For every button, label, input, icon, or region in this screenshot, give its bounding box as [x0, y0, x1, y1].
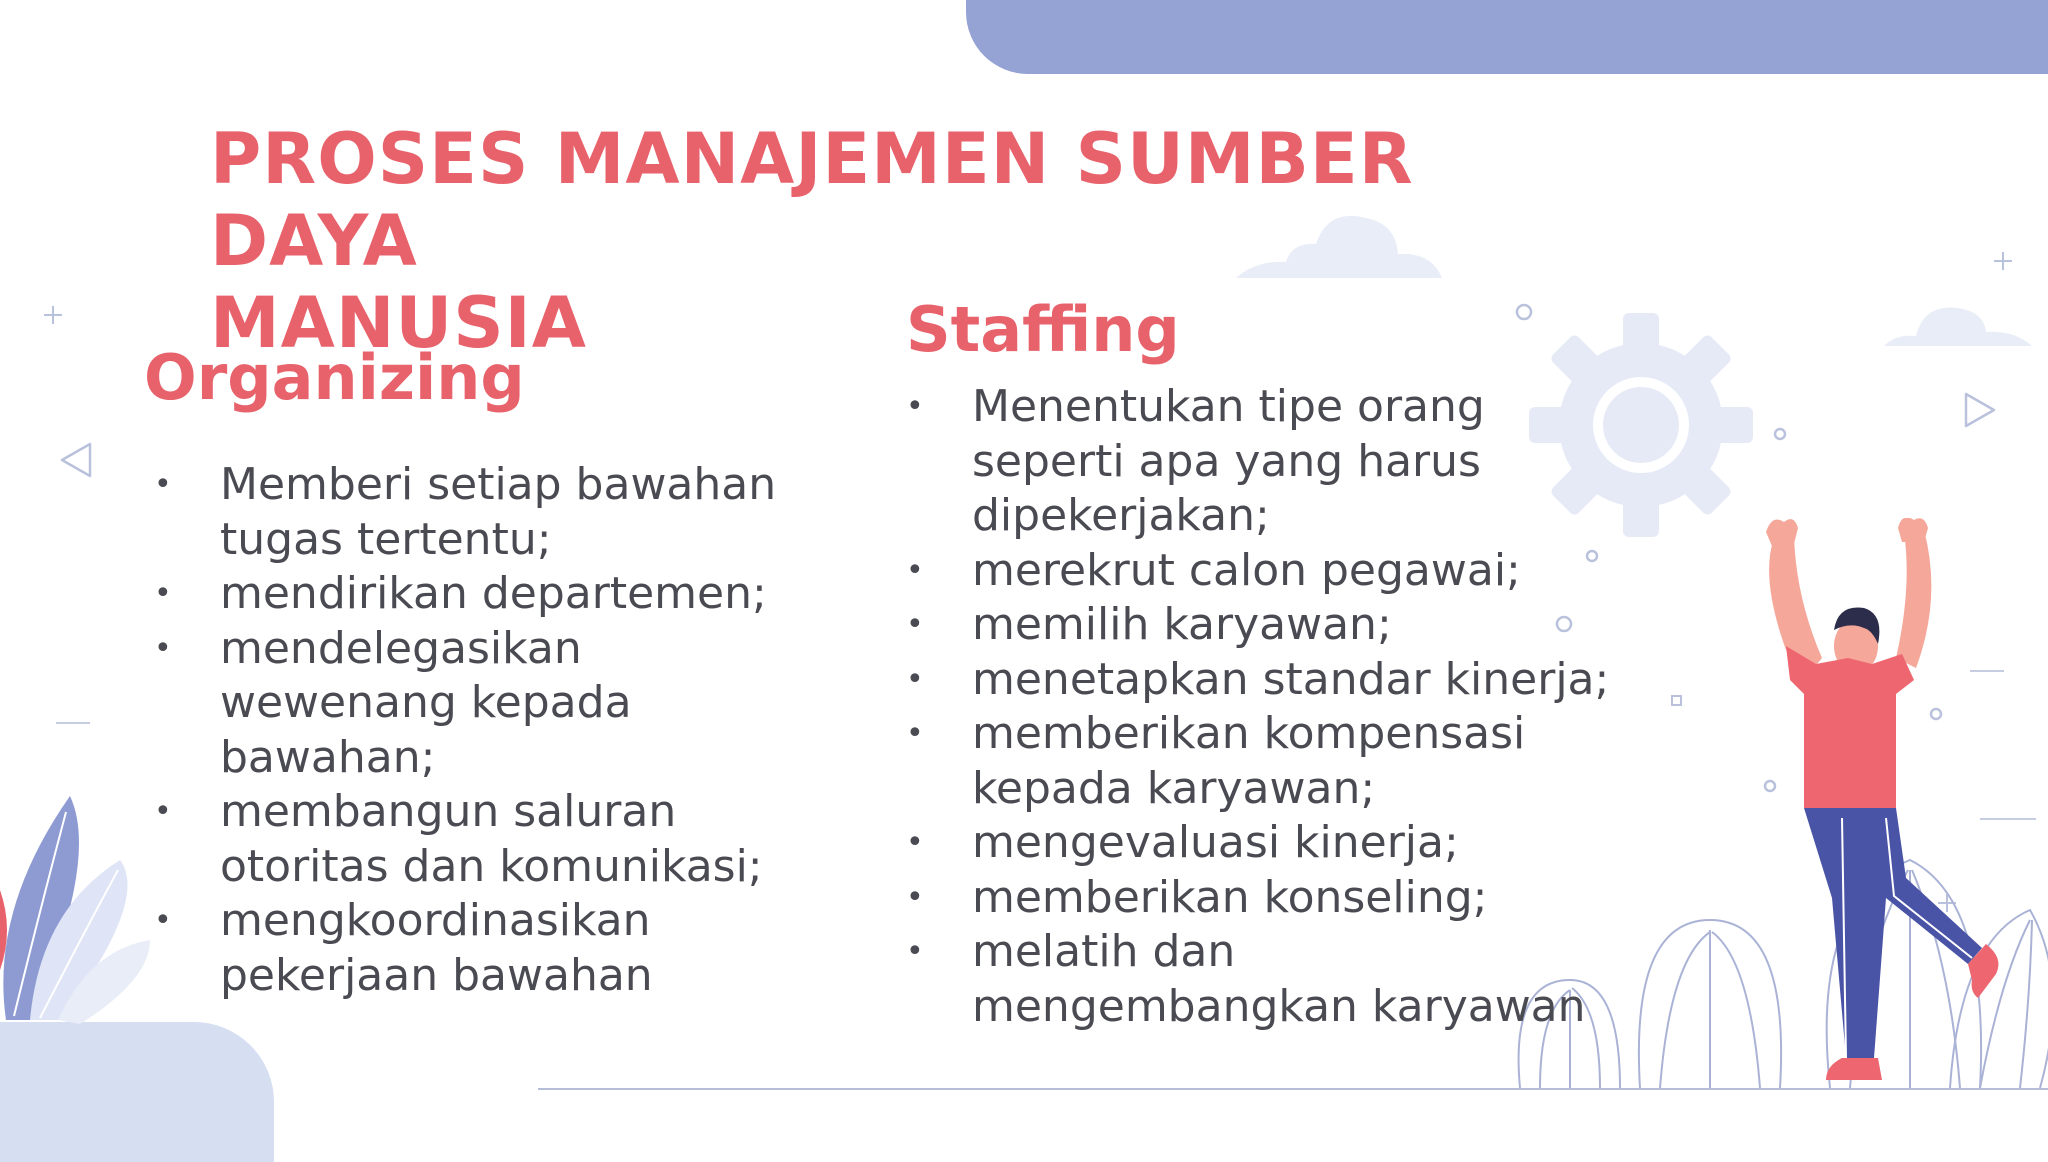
section-heading-staffing: Staffing [906, 293, 1180, 366]
list-item: • Memberi setiap bawahan tugas tertentu; [146, 458, 846, 567]
plant-icon [0, 890, 14, 970]
staffing-list [898, 380, 1658, 1034]
list-item: • melatih dan mengembangkan karyawan [898, 925, 1658, 1034]
organizing-list [146, 458, 846, 1003]
list-item: • memberikan konseling; [898, 871, 1658, 926]
page-title: PROSES MANAJEMEN SUMBER DAYA MANUSIA [210, 118, 1414, 364]
list-item: • menetapkan standar kinerja; [898, 653, 1658, 708]
list-item: • Menentukan tipe orang seperti apa yang harus dipekerjakan; [898, 380, 1658, 544]
plus-icon [42, 304, 64, 326]
list-item: • merekrut calon pegawai; [898, 544, 1658, 599]
list-item: • mengevaluasi kinerja; [898, 816, 1658, 871]
triangle-left-icon [58, 440, 94, 480]
person-illustration [1746, 518, 2030, 1092]
plus-icon [1992, 250, 2014, 272]
list-item: • memilih karyawan; [898, 598, 1658, 653]
dash-icon [56, 722, 90, 726]
triangle-right-icon [1962, 390, 1998, 430]
list-item: • memberikan kompensasi kepada karyawan; [898, 707, 1658, 816]
top-decor-bar [966, 0, 2048, 74]
list-item: • mendirikan departemen; [146, 567, 846, 622]
bottom-decor-blob [0, 1022, 274, 1162]
list-item: • membangun saluran otoritas dan komunikasi; [146, 785, 846, 894]
list-item: • mendelegasikan wewenang kepada bawahan; [146, 622, 846, 786]
plant-icon [0, 790, 160, 1030]
section-heading-organizing: Organizing [144, 341, 525, 414]
list-item: • mengkoordinasikan pekerjaan bawahan [146, 894, 846, 1003]
